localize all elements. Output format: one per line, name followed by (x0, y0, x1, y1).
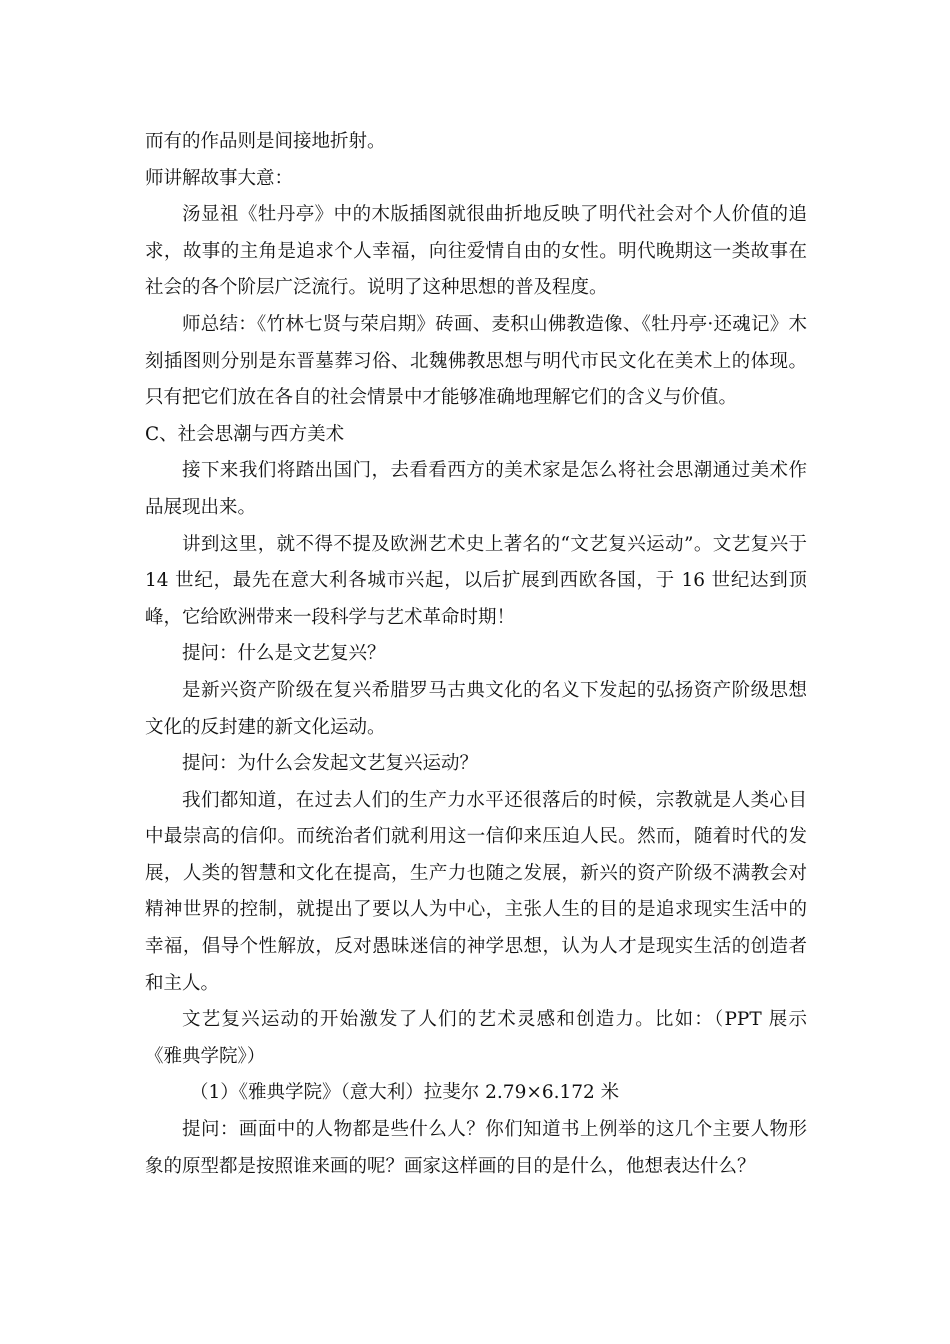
artwork-caption: （1）《雅典学院》（意大利）拉斐尔 2.79×6.172 米 (190, 1082, 620, 1104)
paragraph: 接下来我们将踏出国门，去看看西方的美术家是怎么将社会思潮通过美术作品展现出来。 (145, 460, 807, 518)
paragraph: 师总结：《竹林七贤与荣启期》砖画、麦积山佛教造像、《牡丹亭·还魂记》木刻插图则分别是东晋墓葬习俗、北魏佛教思想与明代市民文化在美术上的体现。只有把它们放在各自的社会情景中才能够准确地理解它们的含义与价值。 (145, 313, 807, 409)
document-body (145, 124, 807, 1185)
answer: 我们都知道，在过去人们的生产力水平还很落后的时候，宗教就是人类心目中最崇高的信仰。而统治者们就利用这一信仰来压迫人民。然而，随着时代的发展，人类的智慧和文化在提高，生产力也随之发展，新兴的资产阶级不满教会对精神世界的控制，就提出了要以人为中心，主张人生的目的是追求现实生活中的幸福，倡导个性解放，反对愚昧迷信的神学思想，认为人才是现实生活的创造者和主人。 (145, 789, 807, 994)
paragraph: 讲到这里，就不得不提及欧洲艺术史上著名的“文艺复兴运动”。文艺复兴于 14 世纪，最先在意大利各城市兴起，以后扩展到西欧各国，于 16 世纪达到顶峰，它给欧洲带来一段科学与艺术革命时期！ (145, 533, 807, 628)
paragraph: 而有的作品则是间接地折射。 (145, 131, 386, 152)
section-heading: C、社会思潮与西方美术 (145, 423, 345, 445)
question: 提问：为什么会发起文艺复兴运动？ (182, 753, 479, 775)
paragraph: 文艺复兴运动的开始激发了人们的艺术灵感和创造力。比如：（PPT 展示《雅典学院》） (145, 1009, 807, 1067)
paragraph: 汤显祖《牡丹亭》中的木版插图就很曲折地反映了明代社会对个人价值的追求，故事的主角是追求个人幸福，向往爱情自由的女性。明代晚期这一类故事在社会的各个阶层广泛流行。说明了这种思想的普及程度。 (145, 204, 807, 299)
paragraph: 师讲解故事大意： (145, 167, 294, 189)
answer: 是新兴资产阶级在复兴希腊罗马古典文化的名义下发起的弘扬资产阶级思想文化的反封建的新文化运动。 (145, 679, 807, 738)
question: 提问：什么是文艺复兴？ (182, 643, 386, 665)
question: 提问：画面中的人物都是些什么人？你们知道书上例举的这几个主要人物形象的原型都是按照谁来画的呢？画家这样画的目的是什么，他想表达什么？ (145, 1119, 807, 1177)
